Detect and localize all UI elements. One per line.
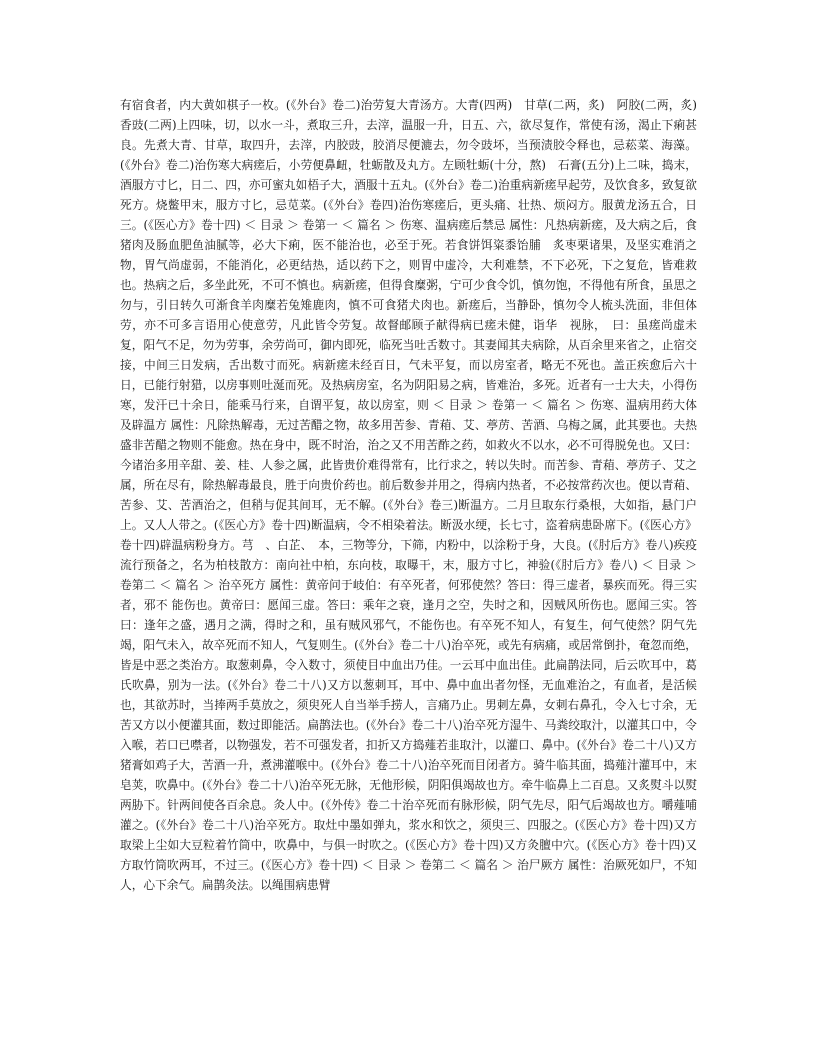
document-page <box>120 95 709 895</box>
body-text: 有宿食者，内大黄如棋子一枚。(《外台》卷二)治劳复大青汤方。大青(四两) 甘草(二两，炙) 阿胶(二两，炙) 香豉(二两)上四味，切，以水一斗，煮取三升，去滓，温服一升，日五、六，欲尽复作，常使有汤，渴止下痢甚良。先煮大青、甘草，取四升，去滓，内胶豉，胶消尽便漉去，勿令豉坏，当预渍胶令释也，忌菘菜、海藻。(《外台》卷二)治伤寒大病瘥后，小劳便鼻衄，牡蛎散及丸方。左顾牡蛎(十分，熬) 石膏(五分)上二味，捣末，酒服方寸匕，日二、四，亦可蜜丸如梧子大，酒服十五丸。(《外台》卷二)治重病新瘥早起劳，及饮食多，致复欲死方。烧鳖甲末，服方寸匕，忌苋菜。(《外台》卷四)治伤寒瘥后，更头痛、壮热、烦闷方。服黄龙汤五合，日三。(《医心方》卷十四) ＜ 目录 ＞ 卷第一 ＜ 篇名 ＞ 伤寒、温病瘥后禁忌 属性：凡热病新瘥，及大病之后，食猪肉及肠血肥鱼油腻等，必大下痢，医不能治也，必至于死。若食饼饵粢黍饴脯 炙枣栗诸果，及坚实难消之物，胃气尚虚弱，不能消化，必更结热，适以药下之，则胃中虚冷，大利难禁，不下必死，下之复危，皆难救也。热病之后，多坐此死，不可不慎也。病新瘥，但得食糜粥，宁可少食令饥，慎勿饱，不得他有所食，虽思之勿与，引日转久可渐食羊肉糜若兔雉鹿肉，慎不可食猪犬肉也。新瘥后，当静卧，慎勿令人梳头洗面，非但体劳，亦不可多言语用心使意劳，凡此皆令劳复。故督邮顾子献得病已瘥未健，诣华 视脉， 曰：虽瘥尚虚未复，阳气不足，勿为劳事，余劳尚可，御内即死，临死当吐舌数寸。其妻闻其夫病除，从百余里来省之，止宿交接，中间三日发病，舌出数寸而死。病新瘥未经百日，气未平复，而以房室者，略无不死也。盖正疾愈后六十日，已能行射猎，以房事则吐涎而死。及热病房室，名为阴阳易之病，皆难治，多死。近者有一士大夫，小得伤寒，发汗已十余日，能乘马行来，自谓平复，故以房室，则 ＜ 目录 ＞ 卷第一 ＜ 篇名 ＞ 伤寒、温病用药大体及辟温方 属性：凡除热解毒，无过苦醋之物，故多用苦参、青葙、艾、葶苈、苦酒、乌梅之属，此其要也。夫热盛非苦醋之物则不能愈。热在身中，既不时治，治之又不用苦酢之药，如救火不以水，必不可得脱免也。又曰：今诸治多用辛甜、姜、桂、人参之属，此皆贵价难得常有，比行求之，转以失时。而苦参、青葙、葶苈子、艾之属，所在尽有，除热解毒最良，胜于向贵价药也。前后数参并用之，得病内热者，不必按常药次也。便以青葙、苦参、艾、苦酒治之，但稍与促其间耳，无不解。(《外台》卷三)断温方。二月旦取东行桑根，大如指，悬门户上。又人人带之。(《医心方》卷十四)断温病，令不相染着法。断汲水绠，长七寸，盗着病患卧席下。(《医心方》卷十四)辟温病粉身方。芎 、白芷、 本，三物等分，下筛，内粉中，以涂粉于身，大良。(《肘后方》卷八)疾疫流行预备之，名为柏枝散方：南向社中柏，东向枝，取曝干，末，服方寸匕，神验(《肘后方》卷八) ＜ 目录 ＞ 卷第二 ＜ 篇名 ＞ 治卒死方 属性：黄帝问于岐伯：有卒死者，何邪使然？答曰：得三虚者，暴疾而死。得三实者，邪不 能伤也。黄帝曰：愿闻三虚。答曰：乘年之衰，逢月之空，失时之和，因贼风所伤也。愿闻三实。答曰：逢年之盛，遇月之满，得时之和，虽有贼风邪气，不能伤也。有卒死不知人，有复生，何气使然？阴气先竭，阳气未入，故卒死而不知人，气复则生。(《外台》卷二十八)治卒死，或先有病痛，或居常倒扑，奄忽而绝，皆是中恶之类治方。取葱刺鼻，令入数寸，须使目中血出乃佳。一云耳中血出佳。此扁鹊法同，后云吹耳中，葛氏吹鼻，别为一法。(《外台》卷二十八)又方以葱刺耳，耳中、鼻中血出者勿怪，无血难治之，有血者，是活候也，其欲苏时，当捧两手莫放之，须臾死人自当举手捞人，言痛乃止。男刺左鼻，女刺右鼻孔，令入七寸余，无苦又方以小便灌其面，数过即能活。扁鹊法也。(《外台》卷二十八)治卒死方湿牛、马粪绞取汁，以灌其口中，令入喉，若口已噤者，以物强发，若不可强发者，扣折又方捣薤若韭取汁，以灌口、鼻中。(《外台》卷二十八)又方猪膏如鸡子大，苦酒一升，煮沸灌喉中。(《外台》卷二十八)治卒死而目闭者方。骑牛临其面，捣薤汁灌耳中，末皂荚，吹鼻中。(《外台》卷二十八)治卒死无脉，无他形候，阴阳俱竭故也方。牵牛临鼻上二百息。又炙熨斗以熨两胁下。针两间使各百余息。灸人中。(《外传》卷二十治卒死而有脉形候，阴气先尽，阳气后竭故也方。嚼薤哺灌之。(《外台》卷二十八)治卒死方。取灶中墨如弹丸，浆水和饮之，须臾三、四服之。(《医心方》卷十四)又方取梁上尘如大豆粒着竹筒中，吹鼻中，与俱一时吹之。(《医心方》卷十四)又方灸膻中穴。(《医心方》卷十四)又方取竹筒吹两耳，不过三。(《医心方》卷十四) ＜ 目录 ＞ 卷第二 ＜ 篇名 ＞ 治尸厥方 属性：治厥死如尸，不知人，心下余气。扁鹊灸法。以绳围病患臂 <box>120 98 709 892</box>
